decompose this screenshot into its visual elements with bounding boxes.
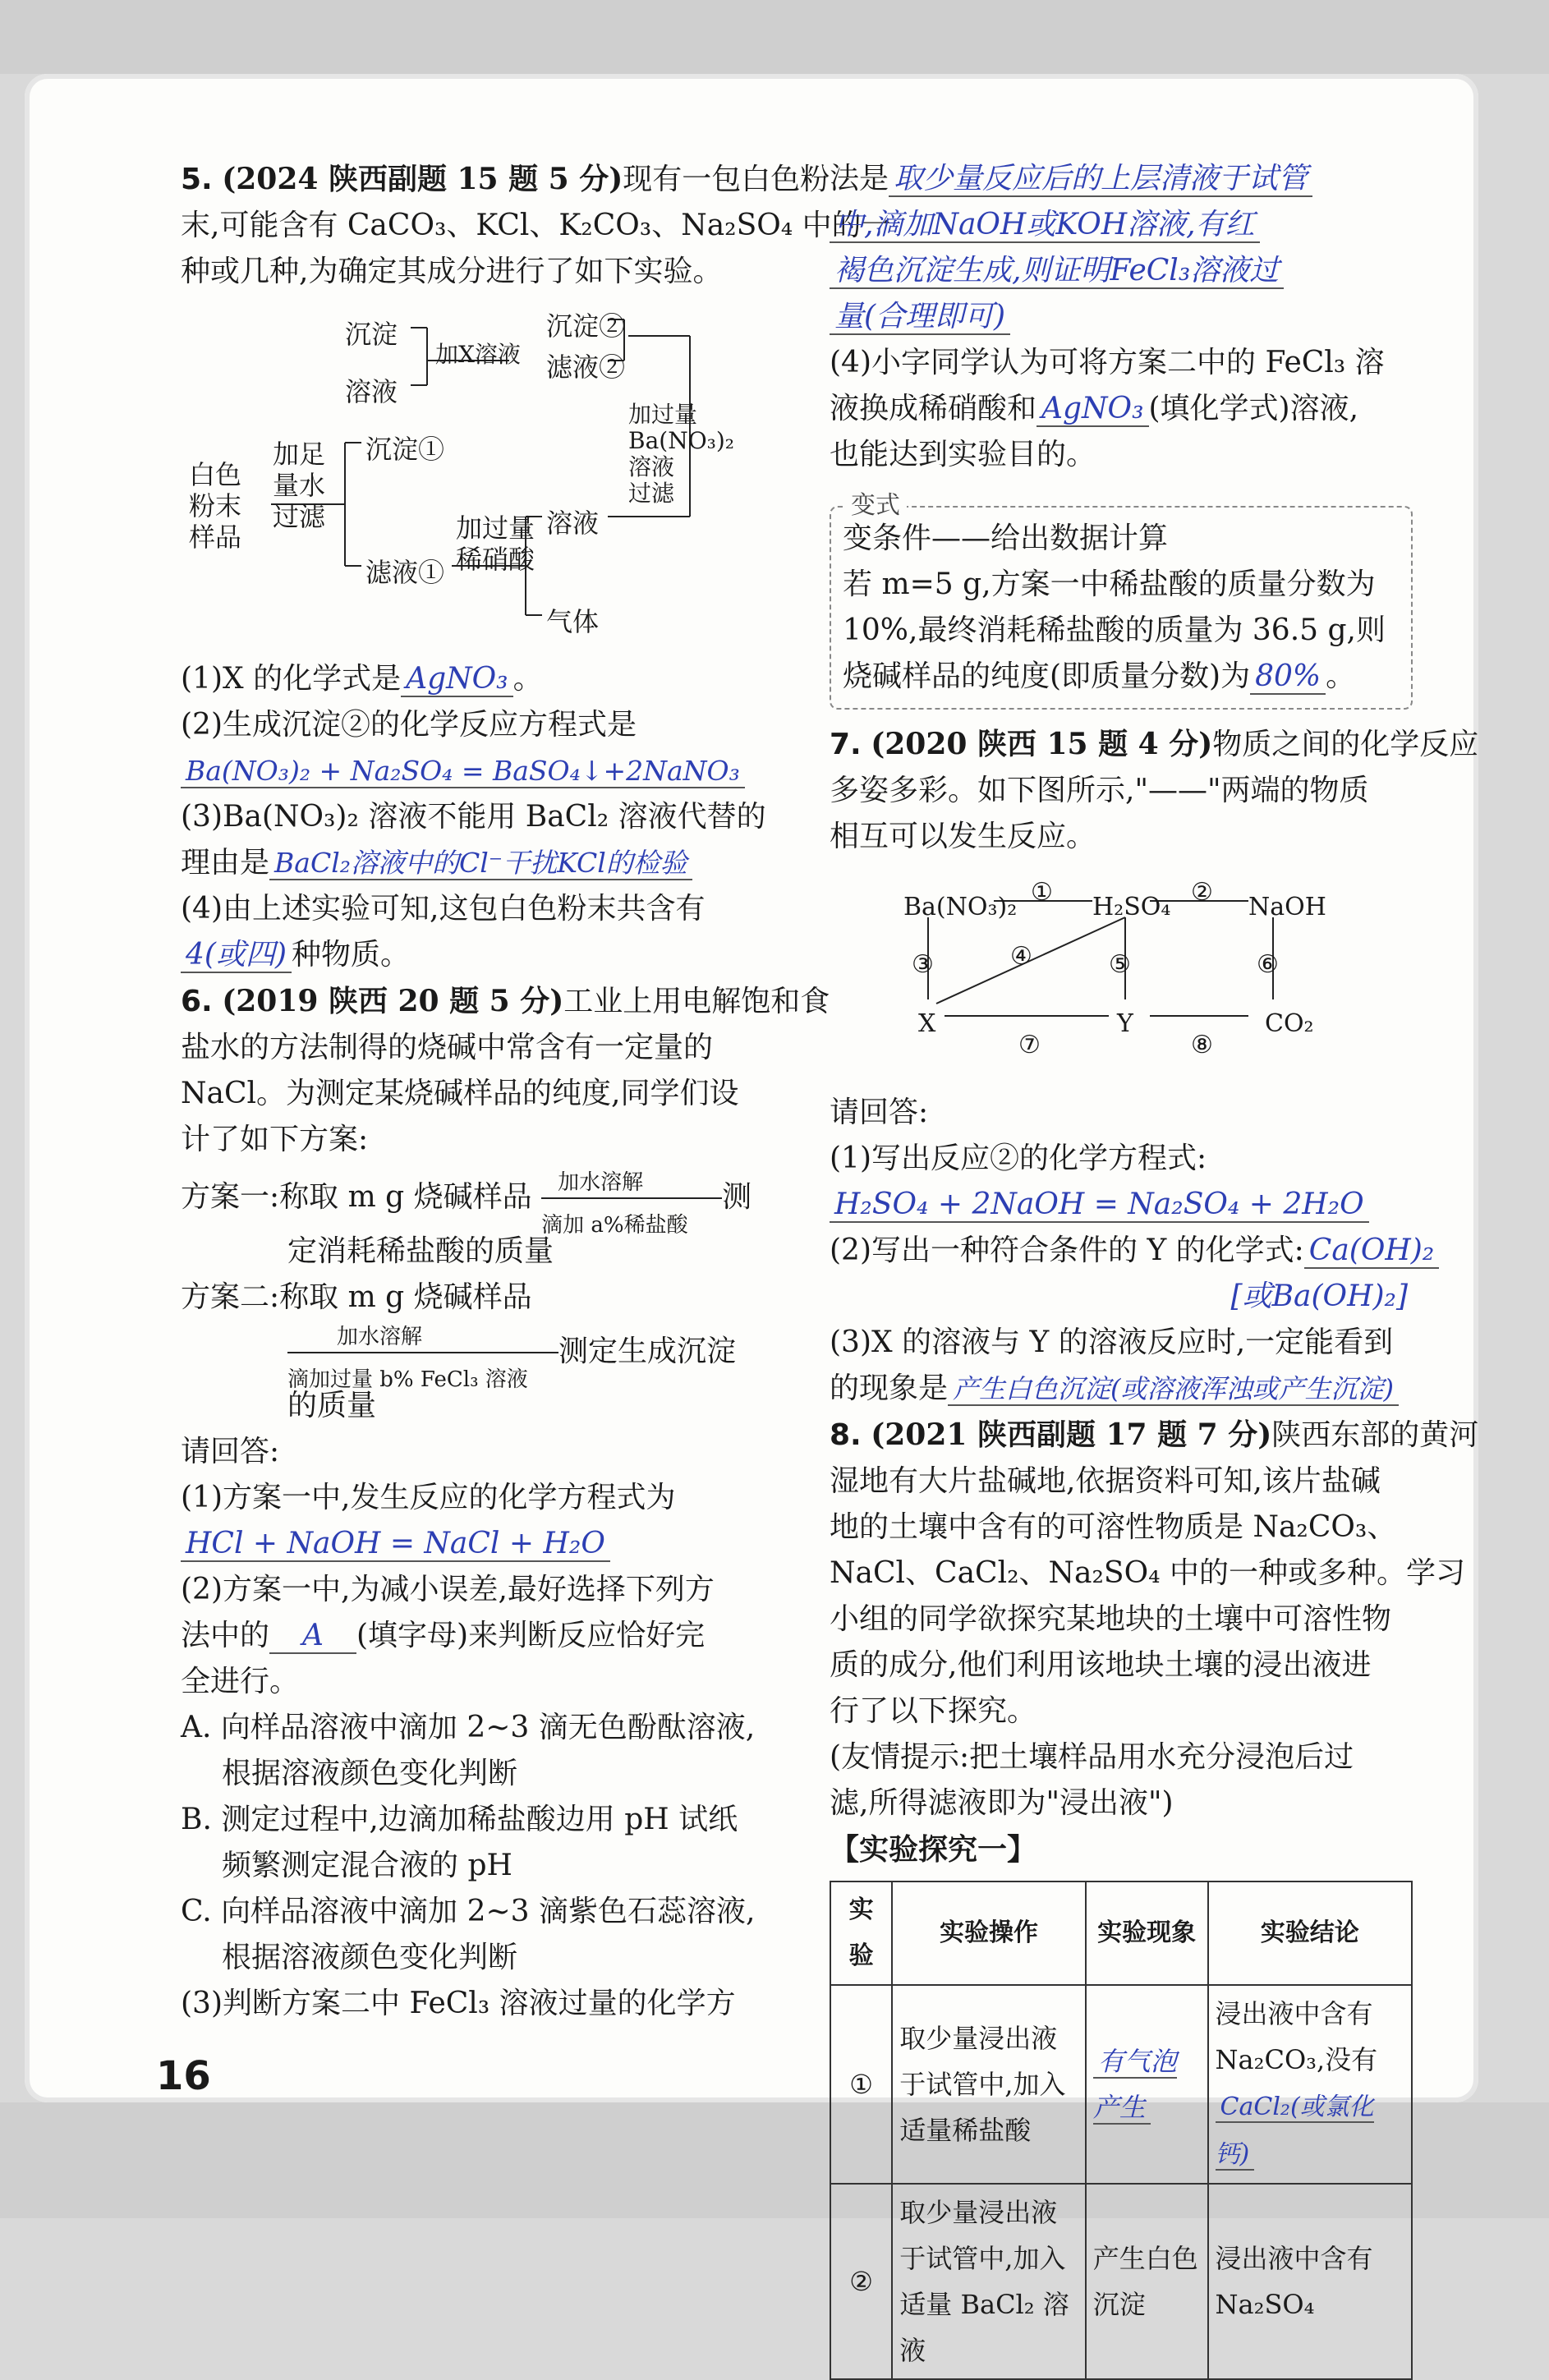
- answer: 取少量反应后的上层清液于试管: [889, 162, 1312, 197]
- table-cell: ②: [830, 2184, 892, 2379]
- table-row: [830, 1985, 1412, 2184]
- answer: AgNO₃: [401, 662, 513, 697]
- reaction-label: ⑤: [1109, 950, 1131, 979]
- q7-sub3: (3)X 的溶液与 Y 的溶液反应时,一定能看到: [830, 1326, 1394, 1359]
- table-header: 实验结论: [1208, 1881, 1412, 1985]
- q6-ask: 请回答:: [181, 1435, 280, 1468]
- q5-sub4b: 4(或四) 种物质。: [181, 932, 756, 978]
- q5-text: 末,可能含有 CaCO₃、KCl、K₂CO₃、Na₂SO₄ 中的一: [181, 209, 891, 242]
- option-a: A. 向样品溶液中滴加 2~3 滴无色酚酞溶液,: [181, 1711, 756, 1744]
- q6-text: NaCl。为测定某烧碱样品的纯度,同学们设: [181, 1077, 739, 1110]
- q7-sub3b: 的现象是 产生白色沉淀(或溶液浑浊或产生沉淀): [830, 1366, 1413, 1412]
- table-cell: ①: [830, 1985, 892, 2184]
- plan-2: 方案二:称取 m g 烧碱样品: [181, 1280, 532, 1314]
- q6-sub4b: 液换成稀硝酸和 AgNO₃ (填化学式)溶液,: [830, 392, 1359, 425]
- answer: Ca(OH)₂: [1304, 1234, 1439, 1269]
- reaction-label: ④: [1010, 942, 1032, 971]
- table-cell: 取少量浸出液于试管中,加入适量 BaCl₂ 溶液: [892, 2184, 1085, 2379]
- q5-source: (2024 陕西副题 15 题 5 分): [222, 162, 623, 196]
- q6-text: 计了如下方案:: [181, 1123, 369, 1156]
- answer: 4(或四): [181, 938, 292, 973]
- answer: 有气泡产生: [1092, 2046, 1177, 2123]
- plan2-arrow: 加水溶解 滴加过量 b% FeCl₃ 溶液: [287, 1329, 558, 1375]
- plan2-line2: 的质量: [287, 1389, 377, 1422]
- option-b: B. 测定过程中,边滴加稀盐酸边用 pH 试纸: [181, 1803, 738, 1836]
- q7-ask: 请回答:: [830, 1096, 929, 1129]
- table-row: [830, 2184, 1412, 2379]
- ba-reagent-label: 加过量 Ba(NO₃)₂ 溶液 过滤: [628, 401, 735, 507]
- page-number: 16: [156, 2053, 211, 2099]
- q6-header: 6. (2019 陕西 20 题 5 分)工业上用电解饱和食: [181, 984, 830, 1018]
- sample-label: 白色 粉末 样品: [189, 459, 242, 553]
- answer: Ba(NO₃)₂ + Na₂SO₄ = BaSO₄↓+2NaNO₃: [181, 755, 745, 788]
- q6-sub3-cont: [830, 202, 1413, 248]
- table-cell: 浸出液中含有 Na₂CO₃,没有 CaCl₂(或氯化钙): [1208, 1985, 1412, 2184]
- precipitate-1: 沉淀①: [365, 434, 445, 465]
- acid-label: 加过量 稀硝酸: [456, 512, 535, 575]
- precipitate-2: 沉淀②: [546, 310, 626, 342]
- answer: CaCl₂(或氯化钙): [1215, 2093, 1374, 2169]
- answer: HCl + NaOH = NaCl + H₂O: [181, 1527, 610, 1562]
- option-c: C. 向样品溶液中滴加 2~3 滴紫色石蕊溶液,: [181, 1895, 756, 1928]
- q5-sub4: (4)由上述实验可知,这包白色粉末共含有: [181, 892, 706, 926]
- q5-sub3: (3)Ba(NO₃)₂ 溶液不能用 BaCl₂ 溶液代替的: [181, 800, 766, 834]
- table-cell: 浸出液中含有 Na₂SO₄: [1208, 2184, 1412, 2379]
- variant-text: 若 m=5 g,方案一中稀盐酸的质量分数为: [843, 567, 1376, 601]
- q5-text: 现有一包白色粉: [623, 163, 830, 196]
- reaction-label: ⑦: [1018, 1031, 1041, 1059]
- section-title: 【实验探究一】: [830, 1832, 1037, 1867]
- q5-flow-diagram: [181, 303, 756, 648]
- answer: 褐色沉淀生成,则证明FeCl₃溶液过: [830, 254, 1284, 289]
- q8-text: 湿地有大片盐碱地,依据资料可知,该片盐碱: [830, 1464, 1381, 1498]
- q7-sub1: (1)写出反应②的化学方程式:: [830, 1142, 1207, 1175]
- q7-sub2: (2)写出一种符合条件的 Y 的化学式: Ca(OH)₂: [830, 1228, 1413, 1274]
- plan1-line2: 定消耗稀盐酸的质量: [287, 1234, 554, 1268]
- q8-number: 8.: [830, 1418, 862, 1452]
- q8-hint: (友情提示:把土壤样品用水充分浸泡后过: [830, 1740, 1354, 1774]
- answer: 80%: [1250, 659, 1326, 695]
- reaction-label: ⑥: [1257, 950, 1279, 979]
- q6-number: 6.: [181, 985, 213, 1018]
- q7-text: 相互可以发生反应。: [830, 820, 1096, 853]
- answer: AgNO₃: [1036, 392, 1149, 427]
- q8-source: (2021 陕西副题 17 题 7 分): [871, 1417, 1272, 1452]
- q8-text: 质的成分,他们利用该地块土壤的浸出液进: [830, 1648, 1372, 1682]
- q6-text: 盐水的方法制得的烧碱中常含有一定量的: [181, 1031, 714, 1064]
- q7-source: (2020 陕西 15 题 4 分): [871, 727, 1213, 761]
- q6-source: (2019 陕西 20 题 5 分): [222, 984, 564, 1018]
- q5-sub2: (2)生成沉淀②的化学反应方程式是: [181, 708, 637, 742]
- option-b-cont: 频繁测定混合液的 pH: [222, 1849, 513, 1882]
- variant-text: 10%,最终消耗稀盐酸的质量为 36.5 g,则: [843, 613, 1386, 647]
- table-cell: 取少量浸出液于试管中,加入适量稀盐酸: [892, 1985, 1085, 2184]
- table-header: 实验: [830, 1881, 892, 1985]
- option-c-cont: 根据溶液颜色变化判断: [222, 1941, 518, 1974]
- q5-sub1: (1)X 的化学式是 AgNO₃ 。: [181, 662, 543, 696]
- filtrate-2: 滤液②: [546, 351, 626, 383]
- table-header: 实验操作: [892, 1881, 1085, 1985]
- node-x: X: [918, 1009, 936, 1038]
- answer: [或Ba(OH)₂]: [1230, 1280, 1408, 1313]
- table-header: 实验现象: [1086, 1881, 1208, 1985]
- right-column: [830, 156, 1479, 2380]
- plan-2-arrow-line: 加水溶解 滴加过量 b% FeCl₃ 溶液 测定生成沉淀: [287, 1325, 737, 1392]
- table-cell: 产生白色沉淀: [1086, 2184, 1208, 2379]
- step1-label: 加足 量水 过滤: [273, 439, 326, 532]
- q7-sub2-alt: [830, 1274, 1413, 1320]
- reaction-label: ②: [1191, 878, 1213, 907]
- table-cell: [1086, 1985, 1208, 2184]
- node-y: Y: [1117, 1009, 1133, 1038]
- filtrate-1: 滤液①: [365, 557, 445, 588]
- variant-tag: 变式: [844, 483, 907, 529]
- q6-sub4d: 也能达到实验目的。: [830, 438, 1096, 471]
- q6-sub3: (3)判断方案二中 FeCl₃ 溶液过量的化学方: [181, 1987, 736, 2020]
- q5-number: 5.: [181, 163, 213, 196]
- q8-header: 8. (2021 陕西副题 17 题 7 分)陕西东部的黄河: [830, 1417, 1479, 1452]
- q6-sub2d: 全进行。: [181, 1665, 300, 1698]
- reaction-label: ①: [1031, 878, 1053, 907]
- reaction-label: ③: [912, 950, 934, 979]
- answer: 产生白色沉淀(或溶液浑浊或产生沉淀): [948, 1373, 1399, 1406]
- add-x-label: 加X溶液: [435, 341, 521, 368]
- q6-sub2: (2)方案一中,为减小误差,最好选择下列方: [181, 1573, 715, 1606]
- node-naoh: NaOH: [1248, 893, 1326, 921]
- table-header-row: [830, 1881, 1412, 1985]
- precipitate-top: 沉淀: [345, 319, 398, 350]
- answer: A: [269, 1619, 356, 1654]
- variant-title: 变条件——给出数据计算: [843, 521, 1169, 555]
- answer: 中,滴加NaOH或KOH溶液,有红: [830, 208, 1260, 243]
- q6-sub3-cont: [830, 248, 1413, 294]
- gas-label: 气体: [546, 606, 600, 637]
- answer: BaCl₂溶液中的Cl⁻干扰KCl的检验: [269, 847, 692, 880]
- answer: H₂SO₄ + 2NaOH = Na₂SO₄ + 2H₂O: [830, 1188, 1369, 1223]
- variant-box: [830, 491, 1413, 710]
- q7-number: 7.: [830, 728, 862, 761]
- node-co2: CO₂: [1265, 1009, 1314, 1038]
- experiment-table: [830, 1881, 1413, 2380]
- q8-text: NaCl、CaCl₂、Na₂SO₄ 中的一种或多种。学习: [830, 1556, 1465, 1590]
- plan1-arrow: 加水溶解 滴加 a%稀盐酸: [541, 1174, 722, 1220]
- solution-top: 溶液: [345, 376, 398, 407]
- q7-text: 多姿多彩。如下图所示,"——"两端的物质: [830, 774, 1369, 807]
- q6-sub4: (4)小字同学认为可将方案二中的 FeCl₃ 溶: [830, 346, 1385, 379]
- q8-text: 小组的同学欲探究某地块的土壤中可溶性物: [830, 1602, 1392, 1636]
- q5-header: [181, 156, 830, 203]
- q6-sub1-answer-line: [181, 1521, 756, 1567]
- q6-sub2b: 法中的 A (填字母)来判断反应恰好完: [181, 1619, 706, 1652]
- q5-sub3b: 理由是 BaCl₂溶液中的Cl⁻干扰KCl的检验: [181, 840, 756, 886]
- scan-border-top: [0, 0, 1549, 74]
- solution-label: 溶液: [546, 508, 600, 539]
- q5-text: 种或几种,为确定其成分进行了如下实验。: [181, 255, 723, 288]
- q5-sub2-answer-line: [181, 748, 756, 794]
- q7-header: 7. (2020 陕西 15 题 4 分)物质之间的化学反应: [830, 727, 1479, 761]
- q6-sub3-cont: 法是 取少量反应后的上层清液于试管: [830, 156, 1413, 202]
- q7-sub1-answer-line: [830, 1182, 1413, 1228]
- q8-hint: 滤,所得滤液即为"浸出液"): [830, 1786, 1174, 1820]
- option-a-cont: 根据溶液颜色变化判断: [222, 1757, 518, 1790]
- q8-text: 地的土壤中含有的可溶性物质是 Na₂CO₃、: [830, 1510, 1397, 1544]
- node-h2so4: H₂SO₄: [1092, 893, 1171, 921]
- node-ba-no3: Ba(NO₃)₂: [903, 893, 1018, 921]
- q6-sub3-cont: [830, 294, 1413, 340]
- answer: 量(合理即可): [830, 300, 1010, 335]
- q7-reaction-graph: [830, 876, 1413, 1082]
- q8-text: 行了以下探究。: [830, 1694, 1037, 1728]
- variant-text: 烧碱样品的纯度(即质量分数)为 80% 。: [843, 659, 1356, 693]
- reaction-label: ⑧: [1191, 1031, 1213, 1059]
- q6-sub1: (1)方案一中,发生反应的化学方程式为: [181, 1481, 676, 1514]
- plan-1: 方案一:称取 m g 烧碱样品 加水溶解 滴加 a%稀盐酸 测: [181, 1170, 752, 1238]
